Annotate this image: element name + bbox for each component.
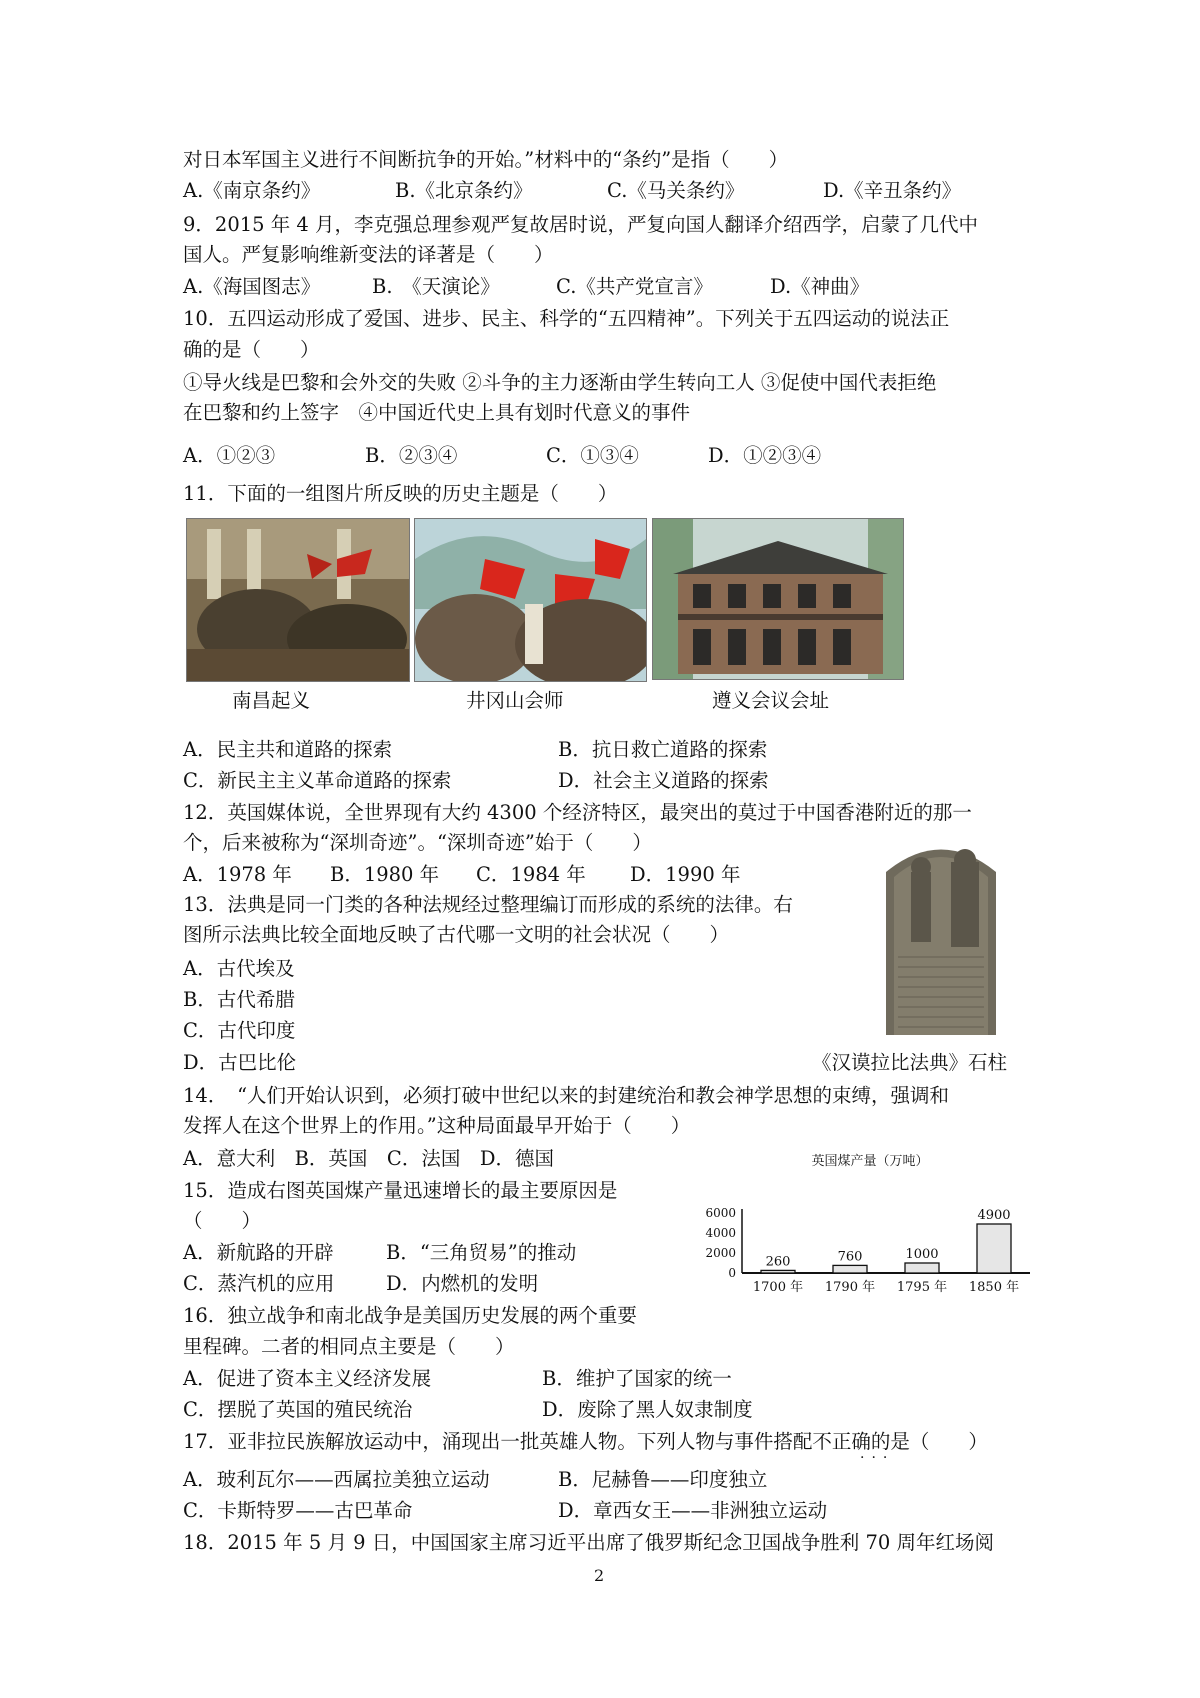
q12-option-b: B．1980 年 <box>330 863 440 886</box>
q10-option-b: B．②③④ <box>365 444 458 467</box>
y-tick-label: 4000 <box>705 1226 736 1240</box>
page-number: 2 <box>594 1566 605 1585</box>
bar <box>905 1263 939 1273</box>
y-tick-label: 2000 <box>705 1246 736 1260</box>
caption-jinggangshan: 井冈山会师 <box>466 689 564 712</box>
q13-text-1: 13．法典是同一门类的各种法规经过整理编订而形成的系统的法律。右 <box>183 893 793 916</box>
caption-nanchang: 南昌起义 <box>232 689 311 712</box>
bar-value-label: 760 <box>837 1249 863 1265</box>
q14-text-1: 14． “人们开始认识到，必须打破中世纪以来的封建统治和教会神学思想的束缚，强调和 <box>183 1084 950 1107</box>
q15-option-b: B．“三角贸易”的推动 <box>386 1241 577 1264</box>
q15-text-2: （ ） <box>183 1209 262 1232</box>
q10-text-1: 10．五四运动形成了爱国、进步、民主、科学的“五四精神”。下列关于五四运动的说法正 <box>183 307 950 330</box>
q9-option-d: D.《神曲》 <box>770 275 870 298</box>
coal-production-chart <box>700 1145 1040 1295</box>
q16-option-b: B．维护了国家的统一 <box>542 1367 732 1390</box>
hammurabi-stele-image <box>876 832 1006 1035</box>
emphasis-dots: ··· <box>860 1450 895 1466</box>
bar-value-label: 1000 <box>905 1247 939 1262</box>
q11-option-b: B．抗日救亡道路的探索 <box>558 738 768 761</box>
q12-option-c: C．1984 年 <box>476 863 586 886</box>
q10-option-d: D．①②③④ <box>708 444 822 467</box>
q11-option-c: C．新民主主义革命道路的探索 <box>183 769 452 792</box>
q17-option-c: C．卡斯特罗——古巴革命 <box>183 1499 413 1522</box>
y-tick-label: 6000 <box>705 1206 736 1220</box>
q10-option-c: C．①③④ <box>546 444 639 467</box>
q12-text-1: 12．英国媒体说，全世界现有大约 4300 个经济特区，最突出的莫过于中国香港附近的那一 <box>183 801 972 824</box>
y-tick-label: 0 <box>728 1266 736 1280</box>
q9-option-a: A.《海国图志》 <box>183 275 321 298</box>
chart-title: 英国煤产量（万吨） <box>811 1154 929 1169</box>
q15-option-c: C．蒸汽机的应用 <box>183 1272 335 1295</box>
q8-option-b: B.《北京条约》 <box>395 179 533 202</box>
q14-options: A．意大利 B．英国 C．法国 D．德国 <box>183 1147 554 1170</box>
q8-option-c: C.《马关条约》 <box>607 179 745 202</box>
q14-text-2: 发挥人在这个世界上的作用。”这种局面最早开始于（ ） <box>183 1114 691 1137</box>
bar-value-label: 260 <box>765 1254 791 1270</box>
q8-option-a: A.《南京条约》 <box>183 179 321 202</box>
q16-text-1: 16．独立战争和南北战争是美国历史发展的两个重要 <box>183 1304 637 1327</box>
hammurabi-caption: 《汉谟拉比法典》石柱 <box>812 1051 1008 1074</box>
nanchang-uprising-image <box>186 518 410 682</box>
q9-option-c: C.《共产党宣言》 <box>556 275 713 298</box>
q9-text-1: 9．2015 年 4 月，李克强总理参观严复故居时说，严复向国人翻译介绍西学，启蒙了几代中 <box>183 213 979 236</box>
q15-option-a: A．新航路的开辟 <box>183 1241 334 1264</box>
bar-value-label: 4900 <box>977 1208 1011 1223</box>
zunyi-meeting-site-image <box>652 518 904 680</box>
q10-text-4: 在巴黎和约上签字 ④中国近代史上具有划时代意义的事件 <box>183 401 691 424</box>
q12-text-2: 个，后来被称为“深圳奇迹”。“深圳奇迹”始于（ ） <box>183 831 652 854</box>
q17-option-a: A．玻利瓦尔——西属拉美独立运动 <box>183 1468 490 1491</box>
q9-option-b: B. 《天演论》 <box>372 275 500 298</box>
q17-option-d: D．章西女王——非洲独立运动 <box>558 1499 828 1522</box>
caption-zunyi: 遵义会议会址 <box>712 689 830 712</box>
x-tick-label: 1795 年 <box>896 1280 948 1295</box>
bar <box>761 1270 795 1273</box>
q10-text-2: 确的是（ ） <box>183 338 320 361</box>
q11-option-d: D．社会主义道路的探索 <box>558 769 769 792</box>
q8-text: 对日本军国主义进行不间断抗争的开始。”材料中的“条约”是指（ ） <box>183 148 789 171</box>
q12-option-a: A．1978 年 <box>183 863 292 886</box>
q9-text-2: 国人。严复影响维新变法的译著是（ ） <box>183 243 554 266</box>
q11-option-a: A．民主共和道路的探索 <box>183 738 393 761</box>
q16-option-a: A．促进了资本主义经济发展 <box>183 1367 432 1390</box>
q16-option-d: D．废除了黑人奴隶制度 <box>542 1398 753 1421</box>
x-tick-label: 1850 年 <box>968 1280 1020 1295</box>
q8-option-d: D.《辛丑条约》 <box>823 179 962 202</box>
x-tick-label: 1700 年 <box>752 1280 804 1295</box>
q13-option-b: B．古代希腊 <box>183 988 295 1011</box>
q13-option-c: C．古代印度 <box>183 1019 296 1042</box>
q17-option-b: B．尼赫鲁——印度独立 <box>558 1468 768 1491</box>
q13-text-2: 图所示法典比较全面地反映了古代哪一文明的社会状况（ ） <box>183 923 730 946</box>
q10-text-3: ①导火线是巴黎和会外交的失败 ②斗争的主力逐渐由学生转向工人 ③促使中国代表拒绝 <box>183 371 937 394</box>
q16-option-c: C．摆脱了英国的殖民统治 <box>183 1398 413 1421</box>
q13-option-d: D．古巴比伦 <box>183 1051 297 1074</box>
q15-text-1: 15．造成右图英国煤产量迅速增长的最主要原因是 <box>183 1179 618 1202</box>
jinggangshan-meeting-image <box>414 518 647 682</box>
q13-option-a: A．古代埃及 <box>183 957 295 980</box>
bar <box>833 1265 867 1273</box>
q10-option-a: A．①②③ <box>183 444 276 467</box>
q11-text: 11．下面的一组图片所反映的历史主题是（ ） <box>183 482 618 505</box>
q18-text: 18．2015 年 5 月 9 日，中国国家主席习近平出席了俄罗斯纪念卫国战争胜利 70 周年红场阅 <box>183 1531 994 1554</box>
q15-option-d: D．内燃机的发明 <box>386 1272 539 1295</box>
bar <box>977 1224 1011 1273</box>
q12-option-d: D．1990 年 <box>630 863 741 886</box>
x-tick-label: 1790 年 <box>824 1280 876 1295</box>
q16-text-2: 里程碑。二者的相同点主要是（ ） <box>183 1335 515 1358</box>
q17-text: 17．亚非拉民族解放运动中，涌现出一批英雄人物。下列人物与事件搭配不正确的是（ ） <box>183 1430 988 1453</box>
